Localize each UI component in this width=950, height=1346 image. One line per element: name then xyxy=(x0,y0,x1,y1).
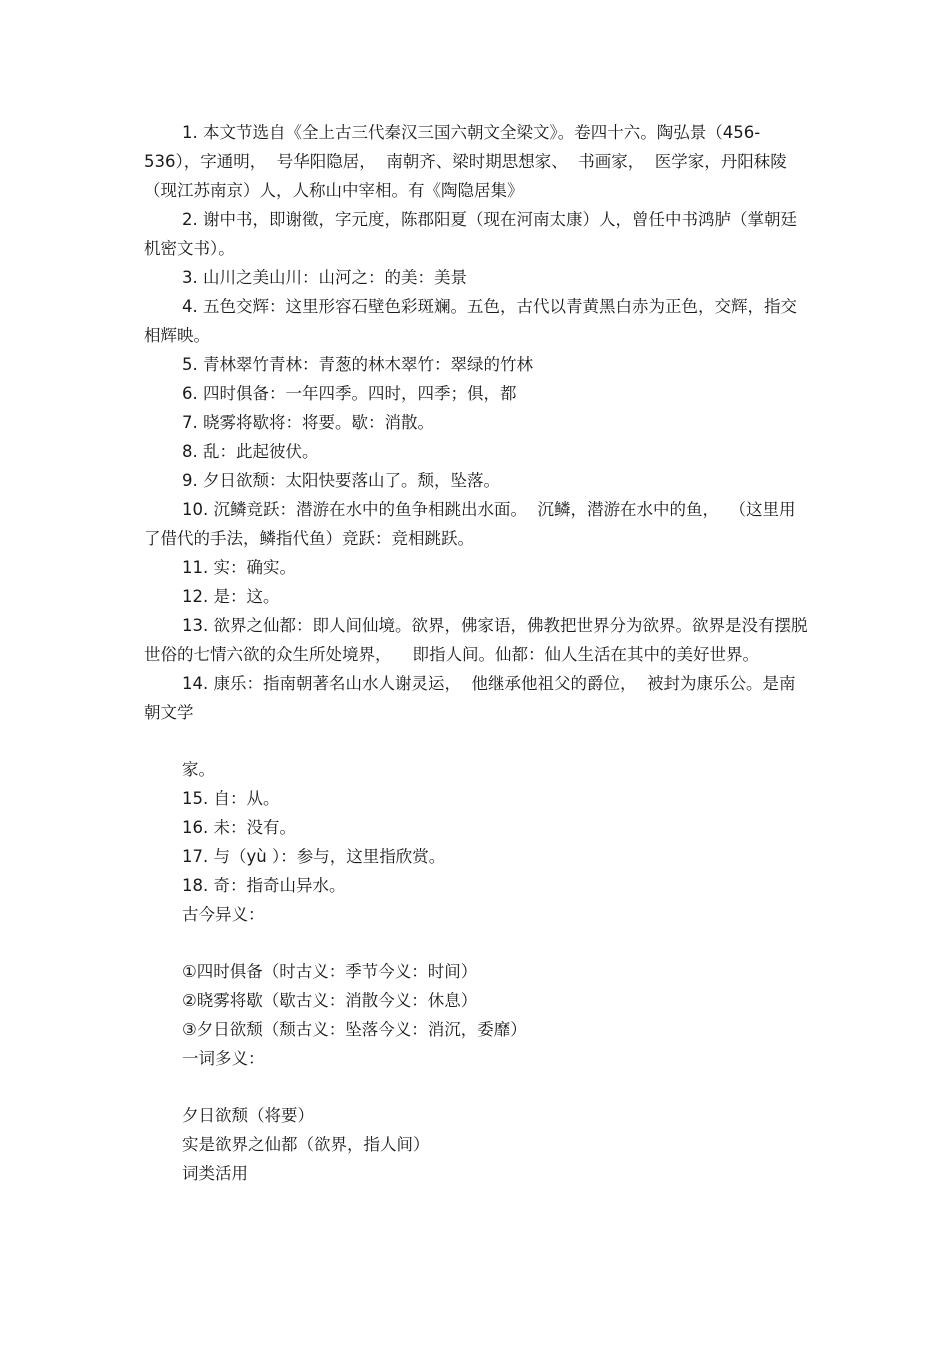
gujin-heading: 古今异义： xyxy=(182,905,265,924)
cilei-heading: 词类活用 xyxy=(182,1164,248,1183)
duoyi-item-2: 实是欲界之仙都（欲界，指人间） xyxy=(182,1135,430,1154)
note-4: 4. 五色交辉：这里形容石壁色彩斑斓。五色，古代以青黄黑白赤为正色，交辉，指交相辉映。 xyxy=(144,297,797,345)
note-3: 3. 山川之美山川：山河之：的美：美景 xyxy=(182,268,467,287)
note-7: 7. 晓雾将歇将：将要。歇：消散。 xyxy=(182,413,434,432)
duoyi-item-1: 夕日欲颓（将要） xyxy=(182,1106,314,1125)
note-10: 10. 沉鳞竞跃：潜游在水中的鱼争相跳出水面。 沉鳞，潜游在水中的鱼， （这里用了借代的手法，鳞指代鱼）竞跃：竞相跳跃。 xyxy=(144,500,796,548)
note-15: 15. 自：从。 xyxy=(182,789,280,808)
note-18: 18. 奇：指奇山异水。 xyxy=(182,876,346,895)
spacer xyxy=(144,727,810,755)
note-13: 13. 欲界之仙都：即人间仙境。欲界，佛家语，佛教把世界分为欲界。欲界是没有摆脱世俗的七情六欲的众生所处境界， 即指人间。仙都：仙人生活在其中的美好世界。 xyxy=(144,616,808,664)
note-14-continuation: 家。 xyxy=(182,760,215,779)
spacer xyxy=(144,929,810,957)
note-8: 8. 乱：此起彼伏。 xyxy=(182,442,319,461)
note-12: 12. 是：这。 xyxy=(182,587,280,606)
note-11: 11. 实：确实。 xyxy=(182,558,296,577)
document-page xyxy=(144,118,810,1188)
note-5: 5. 青林翠竹青林：青葱的林木翠竹：翠绿的竹林 xyxy=(182,355,533,374)
note-16: 16. 未：没有。 xyxy=(182,818,296,837)
note-14: 14. 康乐：指南朝著名山水人谢灵运， 他继承他祖父的爵位， 被封为康乐公。是南朝文学 xyxy=(144,674,796,722)
note-17: 17. 与（yù ）：参与，这里指欣赏。 xyxy=(182,847,446,866)
note-6: 6. 四时俱备：一年四季。四时，四季；俱，都 xyxy=(182,384,517,403)
note-1: 1. 本文节选自《全上古三代秦汉三国六朝文全梁文》。卷四十六。陶弘景（456-536），字通明， 号华阳隐居， 南朝齐、梁时期思想家、 书画家， 医学家，丹阳秣陵（现江苏南京）人，人称山中宰相。有《陶隐居集》 xyxy=(144,123,787,200)
gujin-item-1: ①四时俱备（时古义：季节今义：时间） xyxy=(182,962,478,981)
gujin-item-3: ③夕日欲颓（颓古义：坠落今义：消沉，委靡） xyxy=(182,1020,527,1039)
gujin-item-2: ②晓雾将歇（歇古义：消散今义：休息） xyxy=(182,991,478,1010)
spacer xyxy=(144,1073,810,1101)
note-9: 9. 夕日欲颓：太阳快要落山了。颓，坠落。 xyxy=(182,471,500,490)
duoyi-heading: 一词多义： xyxy=(182,1049,265,1068)
note-2: 2. 谢中书，即谢徵，字元度，陈郡阳夏（现在河南太康）人，曾任中书鸿胪（掌朝廷机密文书）。 xyxy=(144,210,797,258)
